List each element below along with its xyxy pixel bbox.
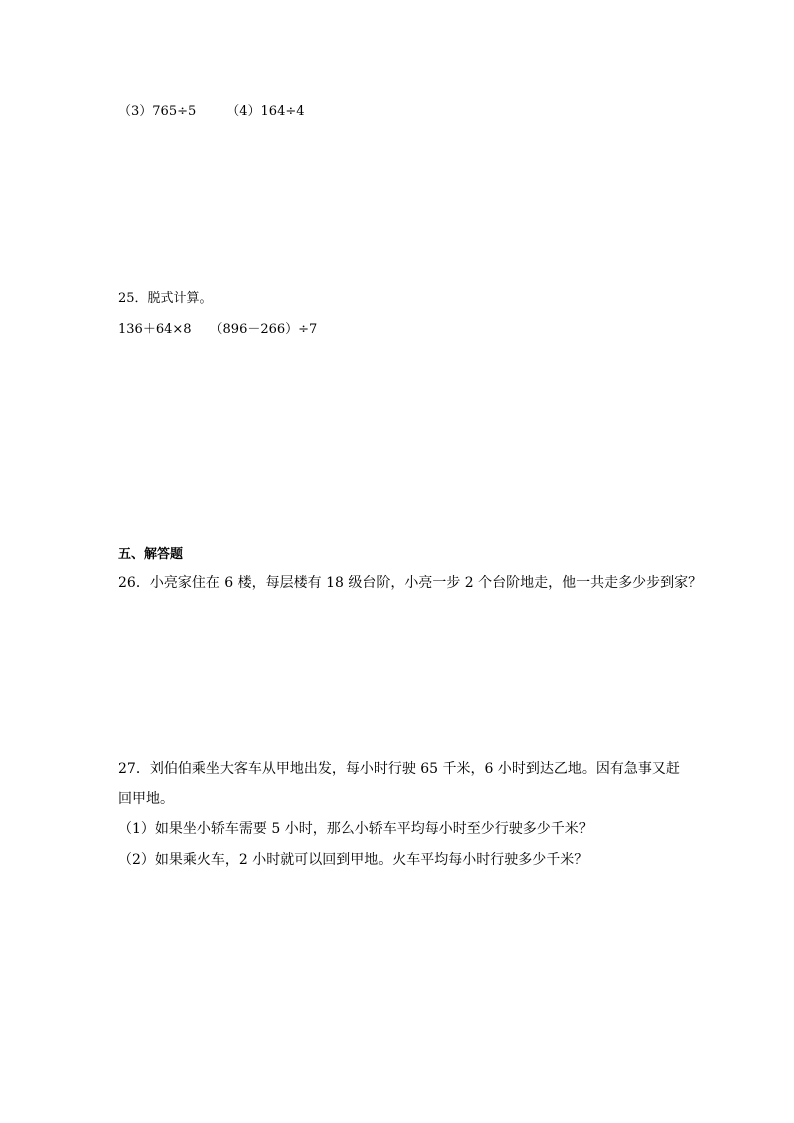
section-5-heading: 五、解答题	[118, 547, 184, 562]
question-27-sub-2: （2）如果乘火车，2 小时就可以回到甲地。火车平均每小时行驶多少千米？	[118, 852, 589, 868]
q25-expression-2: （896－266）÷7	[209, 322, 318, 337]
q24-item-3: （3）765÷5	[118, 104, 197, 119]
question-27-line-2: 回甲地。	[118, 791, 174, 807]
question-27-line-1: 27．刘伯伯乘坐大客车从甲地出发，每小时行驶 65 千米，6 小时到达乙地。因有急事又赶	[118, 761, 680, 777]
q24-item-4: （4）164÷4	[226, 104, 305, 119]
question-25-expressions	[118, 322, 317, 338]
question-27-sub-1: （1）如果坐小轿车需要 5 小时，那么小轿车平均每小时至少行驶多少千米？	[118, 821, 593, 837]
question-24-continued	[118, 104, 305, 120]
question-26-text: 26．小亮家住在 6 楼，每层楼有 18 级台阶，小亮一步 2 个台阶地走，他一共走多少步到家？	[118, 575, 703, 591]
q25-expression-1: 136＋64×8	[118, 322, 192, 337]
question-25-title: 25．脱式计算。	[118, 291, 213, 306]
